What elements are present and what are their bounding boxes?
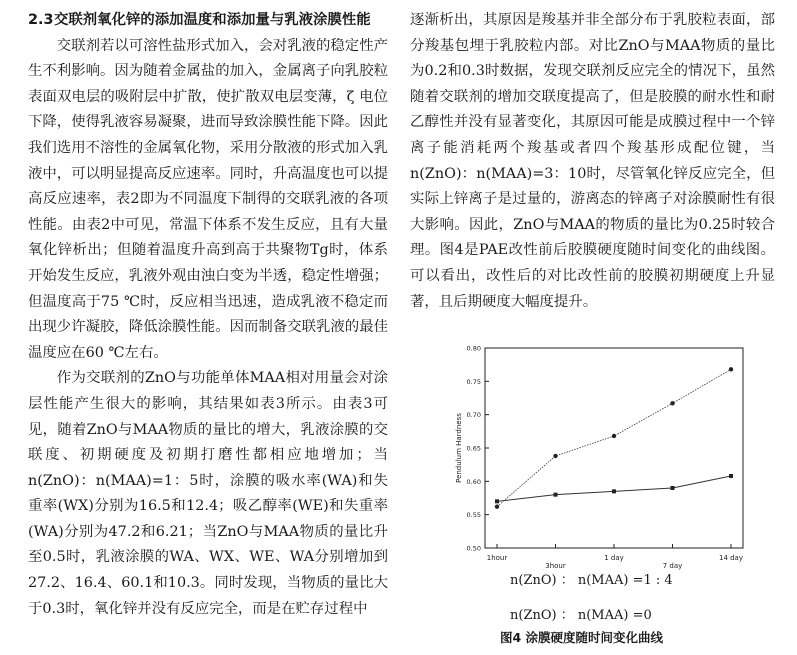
data-point-square bbox=[671, 486, 675, 490]
x-tick-label: 3hour bbox=[545, 562, 566, 570]
y-tick-label: 0.75 bbox=[466, 377, 481, 386]
data-point-circle bbox=[612, 434, 616, 438]
x-tick-label: 1 day bbox=[604, 554, 624, 562]
plot-frame bbox=[485, 348, 743, 548]
y-axis-label: Pendulum Hardness bbox=[455, 413, 463, 483]
data-point-square bbox=[554, 493, 558, 497]
paragraph-continued: 逐渐析出，其原因是羧基并非全部分布于乳胶粒表面，部分羧基包埋于乳胶粒内部。对比ZnO与MAA物质的量比为0.2和0.3时数据，发现交联剂反应完全的情况下，虽然随着交联剂的增加交联度提高了，但是胶膜的耐水性和耐乙醇性并没有显著变化，其原因可能是成膜过程中一个锌离子能消耗两个羧基或者四个羧基形成配位键，当n(ZnO)：n(MAA)=3：10时，尽管氧化锌反应完全，但实际上锌离子是过量的，游离态的锌离子对涂膜耐性有很大影响。因此，ZnO与MAA的物质的量比为0.25时较合理。图4是PAE改性前后胶膜硬度随时间变化的曲线图。可以看出，改性后的对比改性前的胶膜初期硬度上升显著，且后期硬度大幅度提升。 bbox=[410, 12, 775, 310]
series-line-2 bbox=[497, 476, 731, 501]
section-title: 交联剂氧化锌的添加温度和添加量与乳液涂膜性能 bbox=[54, 12, 371, 28]
data-point-square bbox=[495, 499, 499, 503]
data-point-square bbox=[612, 489, 616, 493]
figure-caption: 图4 涂膜硬度随时间变化曲线 bbox=[500, 630, 664, 645]
data-point-circle bbox=[495, 504, 499, 508]
x-tick-label: 14 day bbox=[718, 554, 744, 562]
y-tick-label: 0.65 bbox=[466, 444, 481, 453]
section-number: 2.3 bbox=[28, 12, 54, 28]
data-point-circle bbox=[553, 454, 557, 458]
y-tick-label: 0.60 bbox=[466, 477, 481, 486]
section-heading bbox=[28, 8, 388, 34]
y-tick-label: 0.55 bbox=[466, 511, 481, 520]
data-point-square bbox=[729, 474, 733, 478]
data-point-circle bbox=[670, 401, 674, 405]
y-tick-label: 0.80 bbox=[466, 344, 481, 353]
paragraph: 作为交联剂的ZnO与功能单体MAA相对用量会对涂层性能产生很大的影响，其结果如表3所示。由表3可见，随着ZnO与MAA物质的量比的增大，乳液涂膜的交联度、初期硬度及初期打磨性都相应地增加；当n(ZnO)：n(MAA)=1：5时，涂膜的吸水率(WA)和失重率(WX)分别为16.5和12.4；吸乙醇率(WE)和失重率(WA)分别为47.2和6.21；当ZnO与MAA物质的量比升至0.5时，乳液涂膜的WA、WX、WE、WA分别增加到27.2、16.4、60.1和10.3。同时发现，当物质的量比大于0.3时，氧化锌并没有反应完全，而是在贮存过程中 bbox=[28, 370, 388, 617]
left-column bbox=[28, 8, 388, 622]
y-tick-label: 0.70 bbox=[466, 411, 481, 420]
right-column bbox=[410, 8, 775, 315]
x-tick-label: 1hour bbox=[486, 554, 508, 562]
legend-entry-1: n(ZnO) ： n(MAA) =1 : 4 bbox=[510, 573, 673, 588]
figure-4 bbox=[447, 340, 767, 645]
y-tick-label: 0.50 bbox=[466, 544, 481, 553]
legend-entry-2: n(ZnO) ： n(MAA) =0 bbox=[510, 608, 652, 623]
data-point-circle bbox=[729, 367, 733, 371]
paragraph: 交联剂若以可溶性盐形式加入，会对乳液的稳定性产生不利影响。因为随着金属盐的加入，金属离子向乳胶粒表面双电层的吸附层中扩散，使扩散双电层变薄，ζ 电位下降，使得乳液容易凝聚，进而导致涂膜性能下降。因此我们选用不溶性的金属氧化物，采用分散液的形式加入乳液中，可以明显提高反应速率。同时，升高温度也可以提高反应速率，表2即为不同温度下制得的交联乳液的各项性能。由表2中可见，常温下体系不发生反应，且有大量氧化锌析出；但随着温度升高到高于共聚物Tg时，体系开始发生反应，乳液外观由浊白变为半透，稳定性增强；但温度高于75 ℃时，反应相当迅速，造成乳液不稳定而出现少许凝胶，降低涂膜性能。因而制备交联乳液的最佳温度应在60 ℃左右。 bbox=[28, 37, 388, 361]
hardness-chart bbox=[447, 340, 767, 570]
x-tick-label: 7 day bbox=[662, 562, 683, 570]
